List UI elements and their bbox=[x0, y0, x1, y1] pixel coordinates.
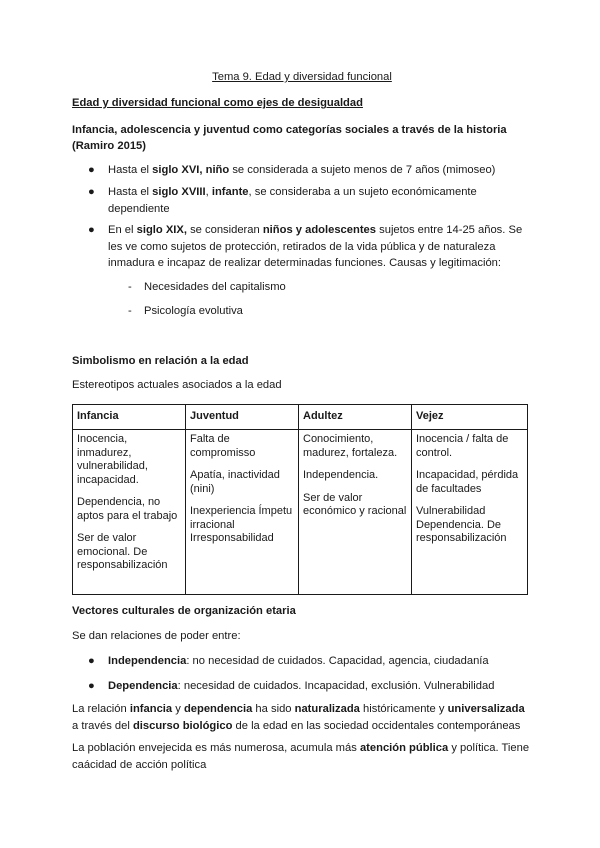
bullet-icon: ● bbox=[88, 164, 95, 176]
bullet-icon: ● bbox=[88, 680, 95, 692]
section3-intro: Se dan relaciones de poder entre: bbox=[72, 630, 241, 642]
list-item: ● En el siglo XIX, se consideran niños y adolescentes sujetos entre 14-25 años. Se les ve como sujetos de protección, retirados de la vida pública y de naturaleza inmadura e incapaz de realizar determinadas funciones. Causas y legitimación: bbox=[88, 224, 523, 269]
list-item: ● Dependencia: necesidad de cuidados. Incapacidad, exclusión. Vulnerabilidad bbox=[88, 678, 532, 695]
stereotypes-table bbox=[72, 404, 528, 595]
table-cell: Inocencia, inmadurez, vulnerabilidad, incapacidad. Dependencia, no aptos para el trabajo Ser de valor emocional. De responsabilización bbox=[73, 430, 186, 595]
section2-intro: Estereotipos actuales asociados a la edad bbox=[72, 379, 282, 391]
list-item: - Psicología evolutiva bbox=[128, 305, 243, 317]
table-header-cell: Infancia bbox=[73, 405, 186, 430]
table-cell: Inocencia / falta de control. Incapacidad, pérdida de facultades Vulnerabilidad Dependencia. De responsabilización bbox=[412, 430, 528, 595]
list-item: ● Hasta el siglo XVI, niño se considerada a sujeto menos de 7 años (mimoseo) bbox=[88, 162, 532, 179]
table-header-cell: Adultez bbox=[299, 405, 412, 430]
table-cell: Falta de compromisso Apatía, inactividad (nini) Inexperiencia Ímpetu irracional Irresponsabilidad bbox=[186, 430, 299, 595]
table-header-cell: Vejez bbox=[412, 405, 528, 430]
section1-heading: Edad y diversidad funcional como ejes de desigualdad bbox=[72, 97, 363, 109]
page-title: Tema 9. Edad y diversidad funcional bbox=[212, 71, 392, 83]
section2-heading: Simbolismo en relación a la edad bbox=[72, 355, 249, 367]
bullet-icon: ● bbox=[88, 186, 95, 198]
section3-heading: Vectores culturales de organización etaria bbox=[72, 605, 296, 617]
table-cell: Conocimiento, madurez, fortaleza. Independencia. Ser de valor económico y racional bbox=[299, 430, 412, 595]
table-header-row bbox=[73, 405, 528, 430]
list-item: - Necesidades del capitalismo bbox=[128, 281, 286, 293]
table-header-cell: Juventud bbox=[186, 405, 299, 430]
list-item: ● Hasta el siglo XVIII, infante, se consideraba a un sujeto económicamente dependiente bbox=[88, 186, 477, 215]
section1-subheading: Infancia, adolescencia y juventud como categorías sociales a través de la historia (Ramiro 2015) bbox=[72, 124, 507, 152]
paragraph: La relación infancia y dependencia ha sido naturalizada históricamente y universalizada a través del discurso biológico de la edad en las sociedad occidentales contemporáneas bbox=[72, 703, 525, 732]
table-row bbox=[73, 430, 528, 595]
bullet-icon: ● bbox=[88, 655, 95, 667]
bullet-icon: ● bbox=[88, 224, 95, 236]
list-item: ● Independencia: no necesidad de cuidados. Capacidad, agencia, ciudadanía bbox=[88, 653, 532, 670]
paragraph: La población envejecida es más numerosa, acumula más atención pública y política. Tiene caácidad de acción política bbox=[72, 742, 530, 771]
